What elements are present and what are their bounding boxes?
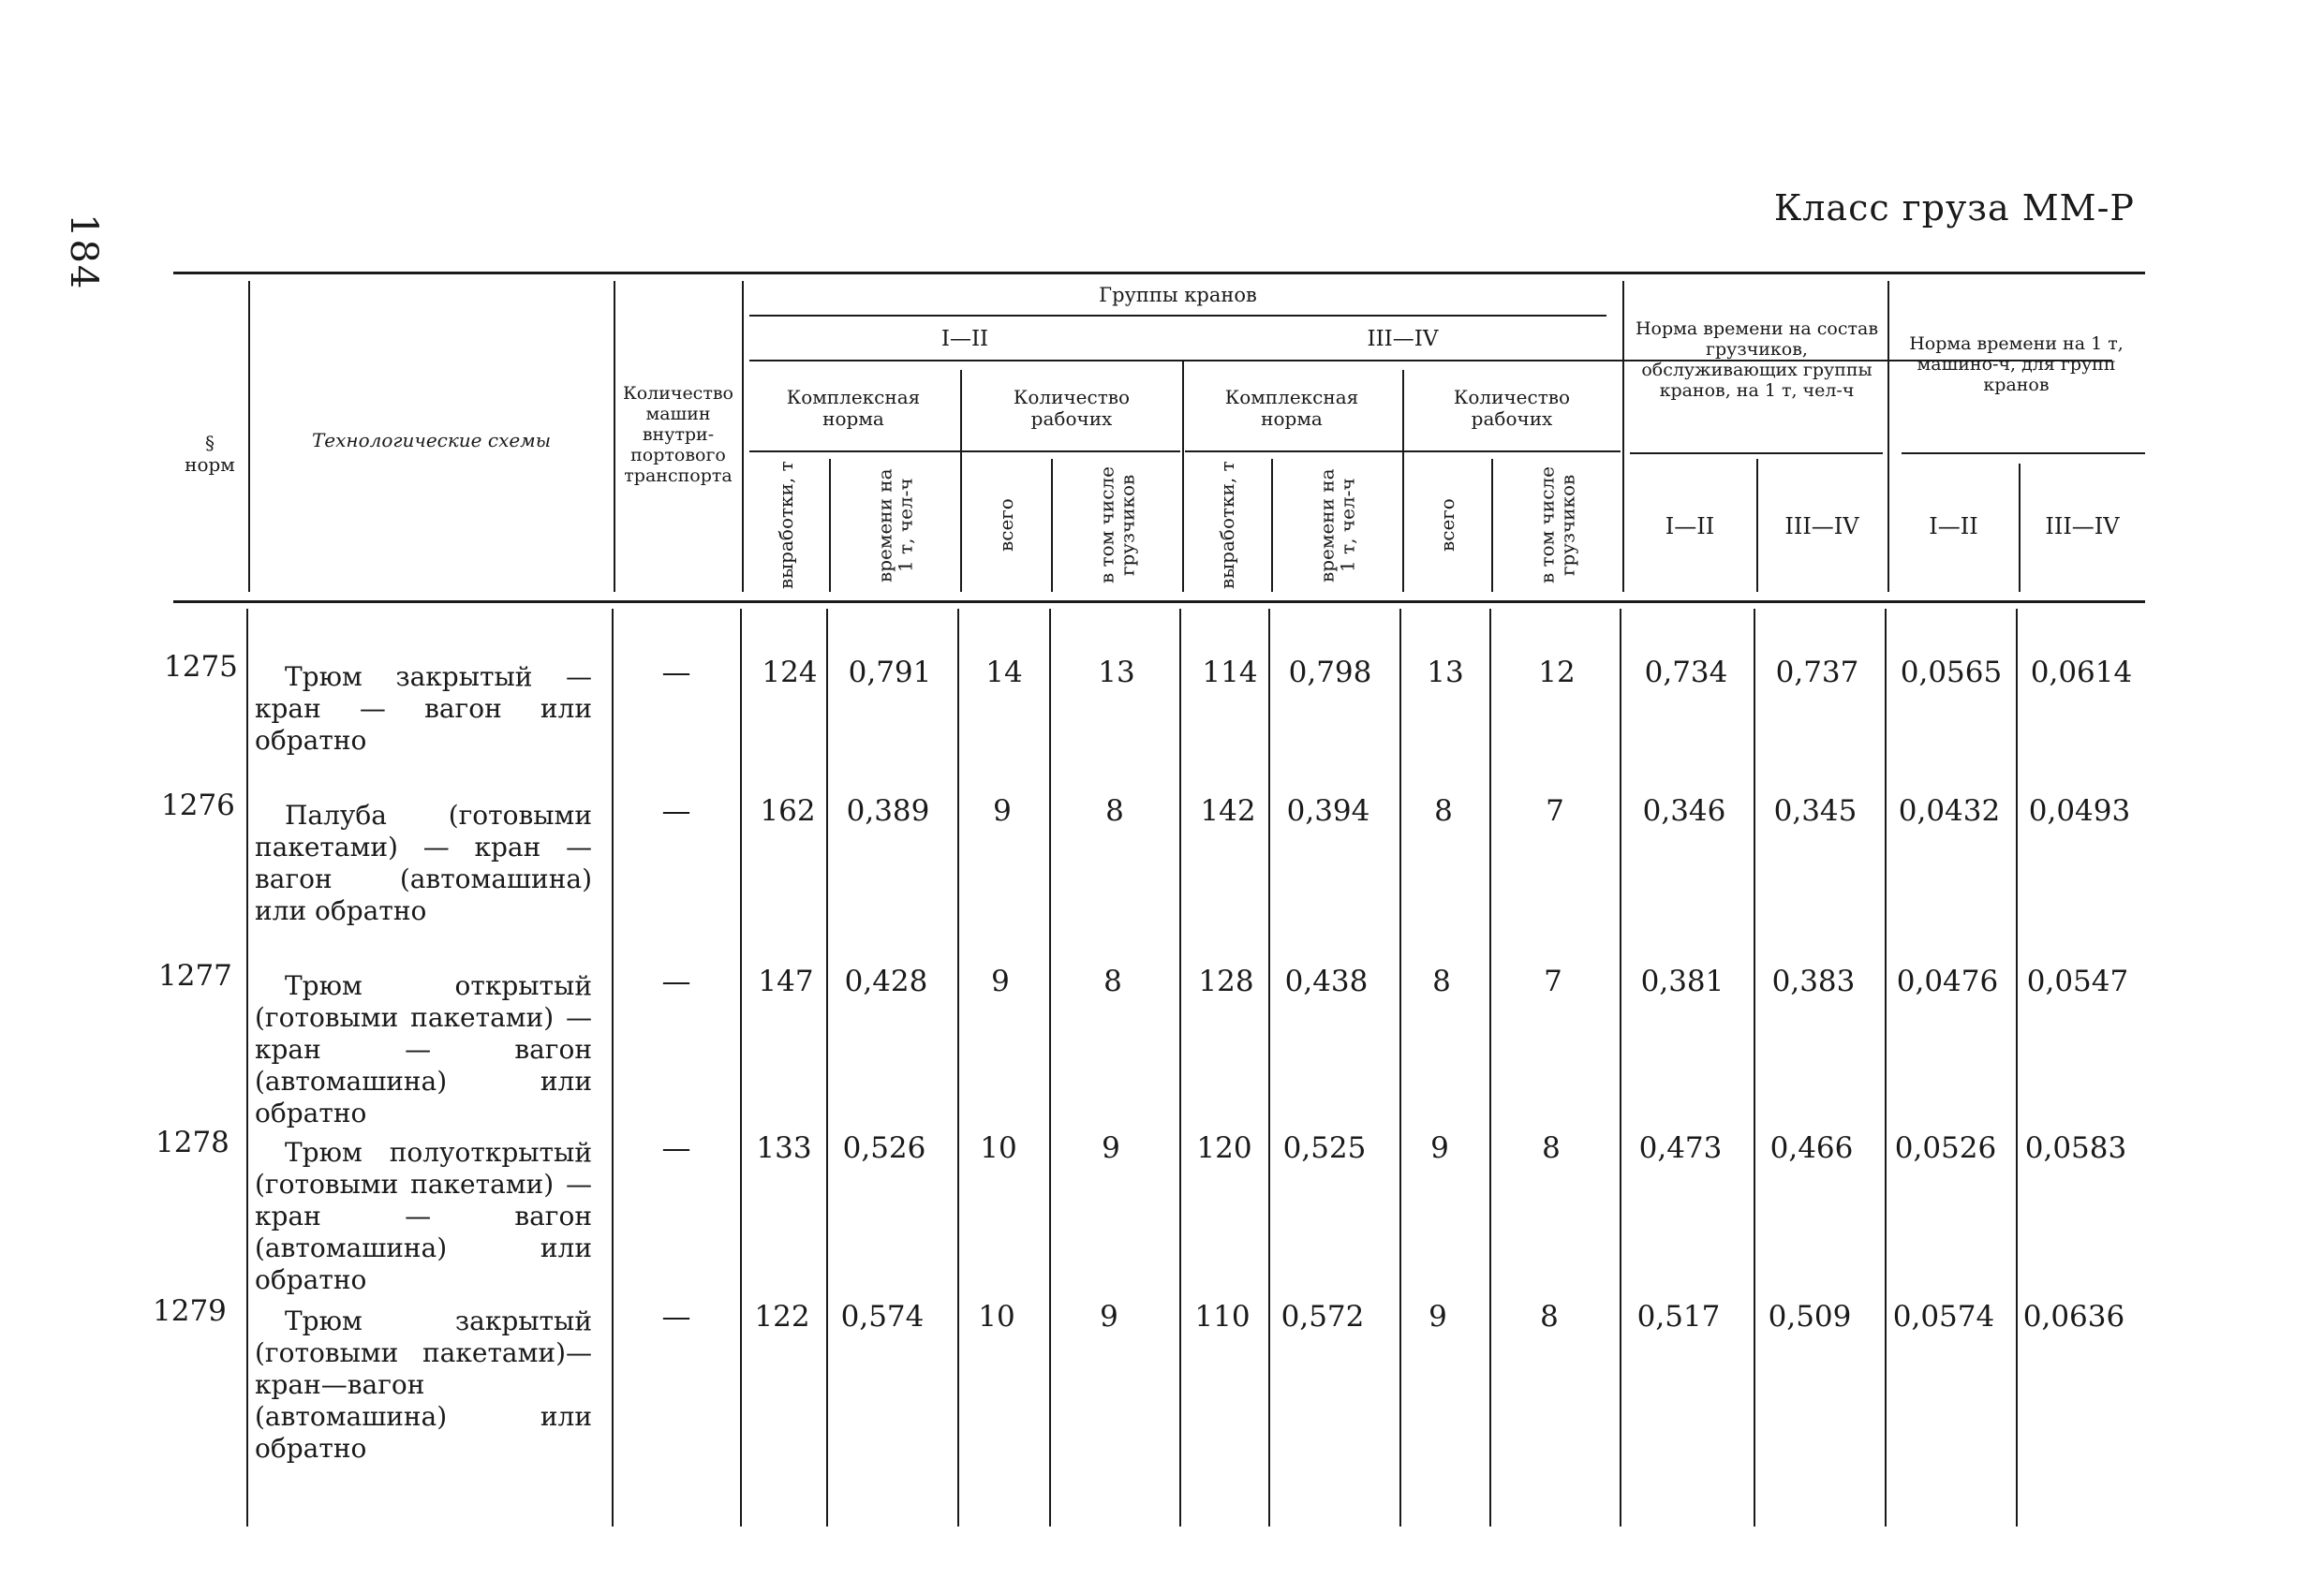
- cell-machine-norm-1-2: 0,0526: [1894, 1131, 1997, 1165]
- subheader-rule-group-a: [749, 450, 1180, 452]
- cell-time-per-tonne-group-1-2: 0,791: [848, 656, 932, 689]
- column-rule: [1399, 609, 1401, 1527]
- subheader-loader-norm-1-2: I—II: [1665, 513, 1715, 540]
- cell-loaders-group-3-4: 8: [1542, 1131, 1561, 1165]
- cell-output-group-1-2: 147: [758, 965, 814, 998]
- header-loader-time-norm: Норма времени на состав грузчиков, обслуживающих группы кранов, на 1 т, чел-ч: [1635, 318, 1879, 401]
- column-rule: [248, 281, 250, 592]
- column-rule: [612, 609, 614, 1527]
- column-rule: [740, 609, 742, 1527]
- cell-loaders-group-3-4: 12: [1538, 656, 1576, 689]
- cell-technological-scheme: Палуба (готовыми пакетами) — кран — вагон (автомашина) или обратно: [255, 800, 592, 926]
- cell-time-per-tonne-group-3-4: 0,525: [1282, 1131, 1367, 1165]
- cell-output-group-3-4: 114: [1202, 656, 1258, 689]
- header-bottom-rule: [173, 600, 2145, 603]
- cell-loader-norm-1-2: 0,734: [1644, 656, 1728, 689]
- cell-output-group-3-4: 128: [1198, 965, 1254, 998]
- column-rule: [742, 281, 744, 592]
- table-top-rule: [173, 272, 2145, 274]
- column-rule: [1489, 609, 1491, 1527]
- cell-time-per-tonne-group-3-4: 0,572: [1280, 1300, 1365, 1334]
- cell-norm-number: 1278: [155, 1126, 229, 1159]
- header-worker-count-group-3-4: Количество рабочих: [1453, 386, 1571, 430]
- cell-time-per-tonne-group-3-4: 0,438: [1284, 965, 1369, 998]
- cell-time-per-tonne-group-3-4: 0,798: [1288, 656, 1372, 689]
- cell-loader-norm-3-4: 0,345: [1773, 794, 1858, 828]
- cell-total-workers-group-1-2: 9: [993, 794, 1012, 828]
- cell-loaders-group-3-4: 7: [1546, 794, 1564, 828]
- subheader-machine-norm-3-4: III—IV: [2045, 513, 2120, 540]
- cell-machine-norm-3-4: 0,0636: [2022, 1300, 2125, 1334]
- header-complex-norm-group-3-4: Комплексная норма: [1224, 386, 1359, 430]
- column-rule: [246, 609, 248, 1527]
- loader-norm-sub-rule: [1630, 452, 1883, 454]
- cell-norm-number: 1275: [164, 650, 238, 684]
- subheader-time-per-tonne-group-1-2: времени на 1 т, чел-ч: [873, 468, 917, 583]
- cell-loader-norm-1-2: 0,517: [1636, 1300, 1721, 1334]
- cell-output-group-3-4: 110: [1194, 1300, 1251, 1334]
- cell-output-group-1-2: 122: [754, 1300, 810, 1334]
- cell-time-per-tonne-group-1-2: 0,574: [840, 1300, 925, 1334]
- cell-total-workers-group-1-2: 10: [980, 1131, 1017, 1165]
- column-rule: [1271, 459, 1273, 592]
- cell-loader-norm-1-2: 0,473: [1638, 1131, 1723, 1165]
- column-rule: [1051, 459, 1053, 592]
- column-rule: [2016, 609, 2018, 1527]
- cell-machine-count: —: [661, 656, 691, 689]
- cell-output-group-3-4: 142: [1200, 794, 1256, 828]
- column-rule: [1049, 609, 1051, 1527]
- header-machine-time-norm: Норма времени на 1 т, машино-ч, для групп кранов: [1909, 333, 2124, 395]
- cell-machine-count: —: [661, 965, 691, 998]
- header-machine-count: Количество машин внутри-портового транспорта: [623, 383, 733, 486]
- cell-total-workers-group-1-2: 10: [978, 1300, 1015, 1334]
- cell-output-group-1-2: 133: [756, 1131, 812, 1165]
- cell-loaders-group-1-2: 8: [1103, 965, 1122, 998]
- cell-total-workers-group-3-4: 8: [1434, 794, 1453, 828]
- cell-loaders-group-1-2: 9: [1102, 1131, 1120, 1165]
- column-rule: [1268, 609, 1270, 1527]
- cell-norm-number: 1276: [161, 789, 235, 822]
- column-rule: [1885, 609, 1887, 1527]
- cell-machine-norm-1-2: 0,0574: [1892, 1300, 1995, 1334]
- header-group-3-4: III—IV: [1367, 326, 1439, 351]
- subheader-machine-norm-1-2: I—II: [1929, 513, 1978, 540]
- cell-norm-number: 1277: [158, 959, 232, 993]
- machine-norm-sub-rule: [1902, 452, 2145, 454]
- subheader-loaders-group-3-4: в том числе грузчиков: [1535, 466, 1579, 584]
- cell-loader-norm-3-4: 0,737: [1775, 656, 1859, 689]
- cell-output-group-3-4: 120: [1196, 1131, 1252, 1165]
- column-rule: [1179, 609, 1181, 1527]
- subheader-loader-norm-3-4: III—IV: [1784, 513, 1859, 540]
- cell-machine-norm-1-2: 0,0565: [1900, 656, 2003, 689]
- cell-total-workers-group-1-2: 9: [991, 965, 1010, 998]
- cell-total-workers-group-1-2: 14: [985, 656, 1023, 689]
- cell-machine-norm-1-2: 0,0432: [1898, 794, 2001, 828]
- cargo-class-title: Класс груза ММ-Р: [1773, 187, 2135, 229]
- column-rule: [1620, 609, 1621, 1527]
- cell-total-workers-group-3-4: 13: [1427, 656, 1464, 689]
- cell-loader-norm-3-4: 0,466: [1769, 1131, 1854, 1165]
- cell-loaders-group-3-4: 7: [1544, 965, 1562, 998]
- cell-machine-count: —: [661, 1300, 691, 1334]
- column-rule: [1182, 360, 1184, 592]
- cell-machine-norm-3-4: 0,0614: [2030, 656, 2133, 689]
- cell-total-workers-group-3-4: 8: [1432, 965, 1451, 998]
- subheader-total-workers-group-3-4: всего: [1436, 498, 1458, 553]
- cell-technological-scheme: Трюм закрытый — кран — вагон или обратно: [255, 661, 592, 756]
- column-rule: [829, 459, 831, 592]
- page-number: 184: [62, 214, 105, 291]
- cell-technological-scheme: Трюм открытый (готовыми пакетами) — кран — вагон (автомашина) или обратно: [255, 970, 592, 1128]
- cell-technological-scheme: Трюм закрытый (готовыми пакетами)—кран—вагон (автомашина) или обратно: [255, 1305, 592, 1464]
- cell-machine-norm-1-2: 0,0476: [1896, 965, 1999, 998]
- cell-loader-norm-1-2: 0,346: [1642, 794, 1726, 828]
- cell-machine-norm-3-4: 0,0493: [2028, 794, 2131, 828]
- header-group-1-2: I—II: [940, 326, 989, 351]
- column-rule: [1491, 459, 1493, 592]
- column-rule: [1402, 370, 1404, 592]
- cell-loaders-group-1-2: 13: [1098, 656, 1135, 689]
- cell-loaders-group-3-4: 8: [1540, 1300, 1559, 1334]
- crane-groups-rule: [749, 315, 1606, 317]
- header-worker-count-group-1-2: Количество рабочих: [1013, 386, 1131, 430]
- column-rule: [2019, 464, 2021, 592]
- subheader-output-group-3-4: выработки, т: [1216, 461, 1238, 590]
- cell-loaders-group-1-2: 8: [1105, 794, 1124, 828]
- cell-loaders-group-1-2: 9: [1100, 1300, 1118, 1334]
- header-complex-norm-group-1-2: Комплексная норма: [786, 386, 921, 430]
- subheader-total-workers-group-1-2: всего: [995, 498, 1017, 553]
- column-rule: [826, 609, 828, 1527]
- cell-norm-number: 1279: [153, 1294, 227, 1328]
- cell-output-group-1-2: 162: [760, 794, 816, 828]
- cell-machine-count: —: [661, 794, 691, 828]
- cell-machine-norm-3-4: 0,0583: [2024, 1131, 2127, 1165]
- cell-time-per-tonne-group-1-2: 0,428: [844, 965, 928, 998]
- column-rule: [614, 281, 615, 592]
- column-rule: [960, 370, 962, 592]
- column-rule: [1754, 609, 1755, 1527]
- header-technological-schemes: Технологические схемы: [311, 428, 552, 451]
- cell-loader-norm-3-4: 0,383: [1771, 965, 1856, 998]
- subheader-loaders-group-1-2: в том числе грузчиков: [1095, 466, 1139, 584]
- cell-loader-norm-3-4: 0,509: [1768, 1300, 1852, 1334]
- column-rule: [1622, 281, 1624, 592]
- cell-machine-count: —: [661, 1131, 691, 1165]
- cell-loader-norm-1-2: 0,381: [1640, 965, 1724, 998]
- column-rule: [957, 609, 959, 1527]
- column-rule: [1887, 281, 1889, 592]
- cell-total-workers-group-3-4: 9: [1428, 1300, 1447, 1334]
- subheader-time-per-tonne-group-3-4: времени на 1 т, чел-ч: [1315, 468, 1359, 583]
- header-crane-groups: Группы кранов: [1099, 283, 1257, 306]
- cell-total-workers-group-3-4: 9: [1430, 1131, 1449, 1165]
- cell-time-per-tonne-group-1-2: 0,526: [842, 1131, 926, 1165]
- cell-output-group-1-2: 124: [762, 656, 818, 689]
- cell-time-per-tonne-group-1-2: 0,389: [846, 794, 930, 828]
- subheader-output-group-1-2: выработки, т: [775, 461, 797, 590]
- cell-machine-norm-3-4: 0,0547: [2026, 965, 2129, 998]
- cell-time-per-tonne-group-3-4: 0,394: [1286, 794, 1370, 828]
- header-norm-number: § норм: [185, 432, 235, 476]
- cell-technological-scheme: Трюм полуоткрытый (готовыми пакетами) — кран — вагон (автомашина) или обратно: [255, 1137, 592, 1295]
